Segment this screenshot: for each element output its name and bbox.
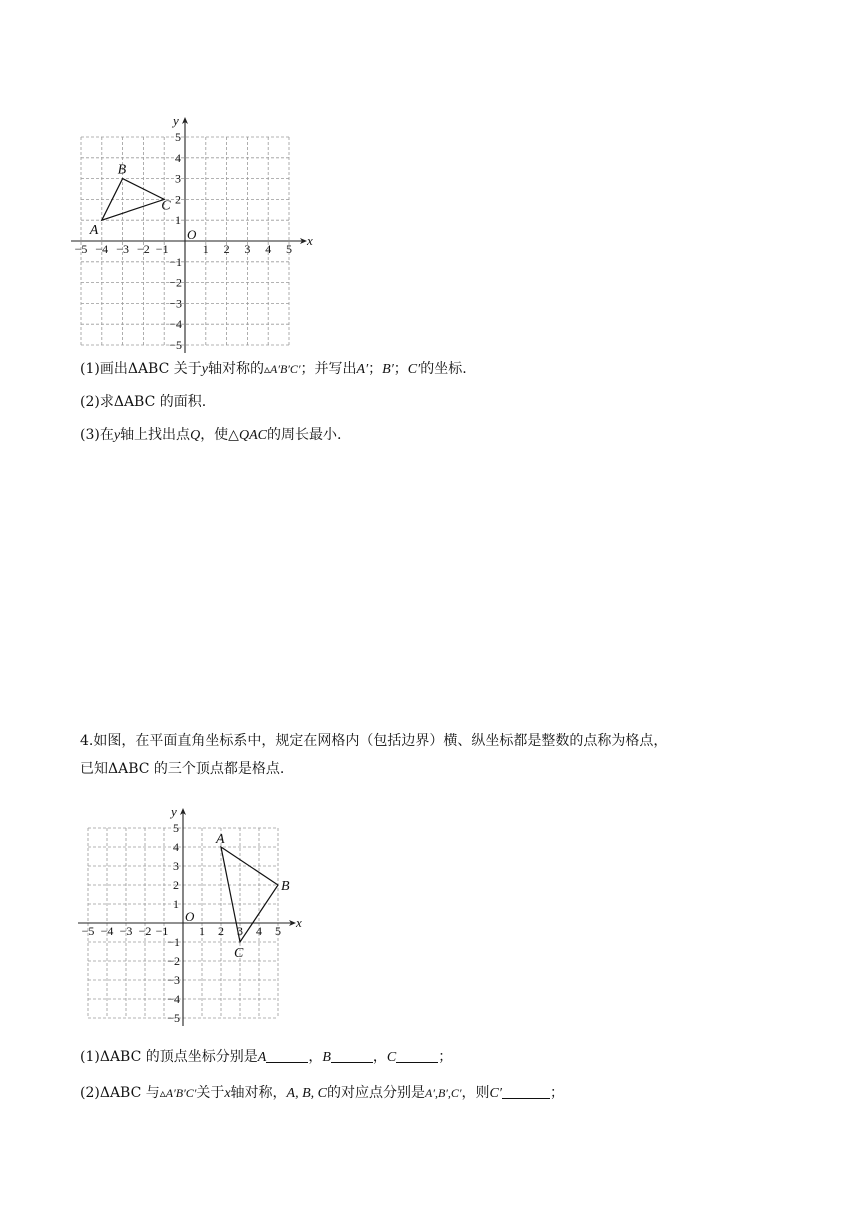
vertex-label-a: A xyxy=(216,832,225,847)
q3-p3-point-q: Q xyxy=(190,428,201,443)
figure-2-svg xyxy=(70,800,310,1040)
q4-p1-c: C xyxy=(386,1050,397,1065)
q3-p1-sep2: ； xyxy=(393,361,408,377)
y-tick-label: −5 xyxy=(167,1011,180,1025)
q3-p1-a-prime: A′ xyxy=(356,362,369,377)
y-tick-label: −5 xyxy=(169,338,182,352)
x-tick-label: −1 xyxy=(155,242,169,256)
origin-label: O xyxy=(185,909,195,924)
q4-p1-sep2: ， xyxy=(372,1049,387,1065)
y-tick-label: 2 xyxy=(175,192,181,207)
q3-part-2: (2)求ΔABC 的面积. xyxy=(80,394,207,410)
q4-intro xyxy=(80,727,800,783)
y-tick-label: −4 xyxy=(167,992,180,1006)
q4-p1-blank-b[interactable] xyxy=(331,1048,373,1063)
q4-p1-a: A xyxy=(257,1050,267,1065)
q4-part-1 xyxy=(80,1047,452,1068)
q4-p1-prefix: (1)ΔABC 的顶点坐标分别是 xyxy=(80,1049,258,1065)
q3-p1-prefix: (1)画出ΔABC 关于 xyxy=(80,361,202,377)
triangle-abc xyxy=(221,847,278,942)
y-tick-label: 4 xyxy=(173,840,179,854)
y-tick-label: −2 xyxy=(167,954,180,968)
q3-part-1 xyxy=(80,359,467,380)
y-axis-label: y xyxy=(173,113,179,128)
y-tick-label: 5 xyxy=(175,130,181,144)
y-tick-label: −1 xyxy=(169,254,182,269)
x-tick-label: −5 xyxy=(81,924,95,938)
q4-p2-mid2: 轴对称， xyxy=(230,1085,287,1101)
q3-p1-triangle: ▵A′B′C′ xyxy=(263,362,301,376)
q3-part-3 xyxy=(80,425,341,446)
y-tick-label: 3 xyxy=(175,171,181,186)
q3-p1-c-prime: C′ xyxy=(407,362,421,377)
vertex-label-c: C xyxy=(161,198,171,214)
x-tick-label: 4 xyxy=(265,242,272,256)
q4-p2-mid4: ，则 xyxy=(461,1085,490,1101)
x-tick-label: 3 xyxy=(244,242,251,256)
q4-p2-mid3: 的对应点分别是 xyxy=(327,1085,425,1101)
q3-p1-mid: 轴对称的 xyxy=(207,361,264,377)
q3-p1-var-y: y xyxy=(201,362,208,377)
q3-p1-mid2: ；并写出 xyxy=(300,361,357,377)
x-axis-label: x xyxy=(307,233,313,248)
y-tick-label: −2 xyxy=(169,275,182,290)
q3-p3-prefix: (3)在 xyxy=(80,427,114,443)
vertex-label-b: B xyxy=(281,879,290,894)
x-tick-label: 1 xyxy=(199,924,205,938)
y-tick-label: 2 xyxy=(173,878,179,892)
y-tick-label: 1 xyxy=(175,213,181,228)
x-tick-label: −4 xyxy=(95,242,109,256)
q3-p1-sep1: ； xyxy=(368,361,383,377)
y-tick-label: −1 xyxy=(167,935,180,949)
q4-p2-mid: 关于 xyxy=(196,1085,225,1101)
x-tick-label: −1 xyxy=(155,924,169,938)
x-tick-label: 5 xyxy=(275,924,281,938)
q4-p1-blank-a[interactable] xyxy=(266,1048,308,1063)
y-tick-label: 3 xyxy=(173,859,179,873)
q4-p2-blank-c[interactable] xyxy=(502,1084,550,1099)
y-tick-label: −3 xyxy=(167,973,180,987)
q3-p1-b-prime: B′ xyxy=(382,362,394,377)
q4-intro-line-1: 4.如图，在平面直角坐标系中，规定在网格内（包括边界）横、纵坐标都是整数的点称为格点， xyxy=(80,733,668,749)
q3-p3-qac: QAC xyxy=(238,428,267,443)
q4-intro-line-2: 已知ΔABC 的三个顶点都是格点. xyxy=(80,761,285,777)
y-tick-label: −4 xyxy=(169,317,182,332)
q4-p2-triangle: ▵A′B′C′ xyxy=(159,1086,197,1100)
x-tick-label: 2 xyxy=(218,924,224,938)
q3-p1-suffix: 的坐标. xyxy=(420,361,467,377)
q4-p2-primes: A′,B′,C′ xyxy=(425,1086,462,1100)
x-tick-label: 4 xyxy=(256,924,262,938)
y-tick-label: 4 xyxy=(175,150,181,165)
q3-p3-mid: 轴上找出点 xyxy=(120,427,191,443)
vertex-label-b: B xyxy=(117,162,127,178)
x-tick-label: 3 xyxy=(237,924,243,938)
x-tick-label: 2 xyxy=(223,242,230,256)
q4-p2-abc: A, B, C xyxy=(286,1086,327,1101)
y-tick-label: −3 xyxy=(169,296,182,311)
y-tick-label: 5 xyxy=(173,821,179,835)
q4-p1-b: B xyxy=(322,1050,331,1065)
coordinate-figure-2 xyxy=(70,800,310,1040)
q4-p2-c-prime: C′ xyxy=(489,1086,502,1101)
q4-p2-suffix: ； xyxy=(549,1085,564,1101)
x-tick-label: 5 xyxy=(286,242,292,256)
x-tick-label: −5 xyxy=(74,242,88,256)
x-tick-label: −2 xyxy=(138,924,152,938)
x-axis-label: x xyxy=(296,915,302,930)
q4-p1-blank-c[interactable] xyxy=(396,1048,438,1063)
y-tick-label: 1 xyxy=(173,897,179,911)
origin-label: O xyxy=(187,227,197,242)
coordinate-figure-1 xyxy=(70,105,330,350)
q4-part-2 xyxy=(80,1083,564,1104)
q4-p1-sep1: ， xyxy=(308,1049,323,1065)
x-tick-label: 1 xyxy=(202,242,209,256)
x-tick-label: −3 xyxy=(119,924,133,938)
y-axis-label: y xyxy=(171,804,177,819)
vertex-label-a: A xyxy=(89,223,99,239)
q4-p2-prefix: (2)ΔABC 与 xyxy=(80,1085,160,1101)
q3-p3-mid2: ，使△ xyxy=(200,427,239,443)
q4-p1-suffix: ； xyxy=(438,1049,453,1065)
q4-p2-var-x: x xyxy=(224,1086,231,1101)
x-tick-label: −3 xyxy=(116,242,129,256)
x-tick-label: −2 xyxy=(137,242,150,256)
x-tick-label: −4 xyxy=(100,924,114,938)
q3-p3-suffix: 的周长最小. xyxy=(266,427,342,443)
vertex-label-c: C xyxy=(234,946,244,961)
figure-1-svg xyxy=(70,105,330,350)
q3-p3-var-y: y xyxy=(113,428,121,443)
